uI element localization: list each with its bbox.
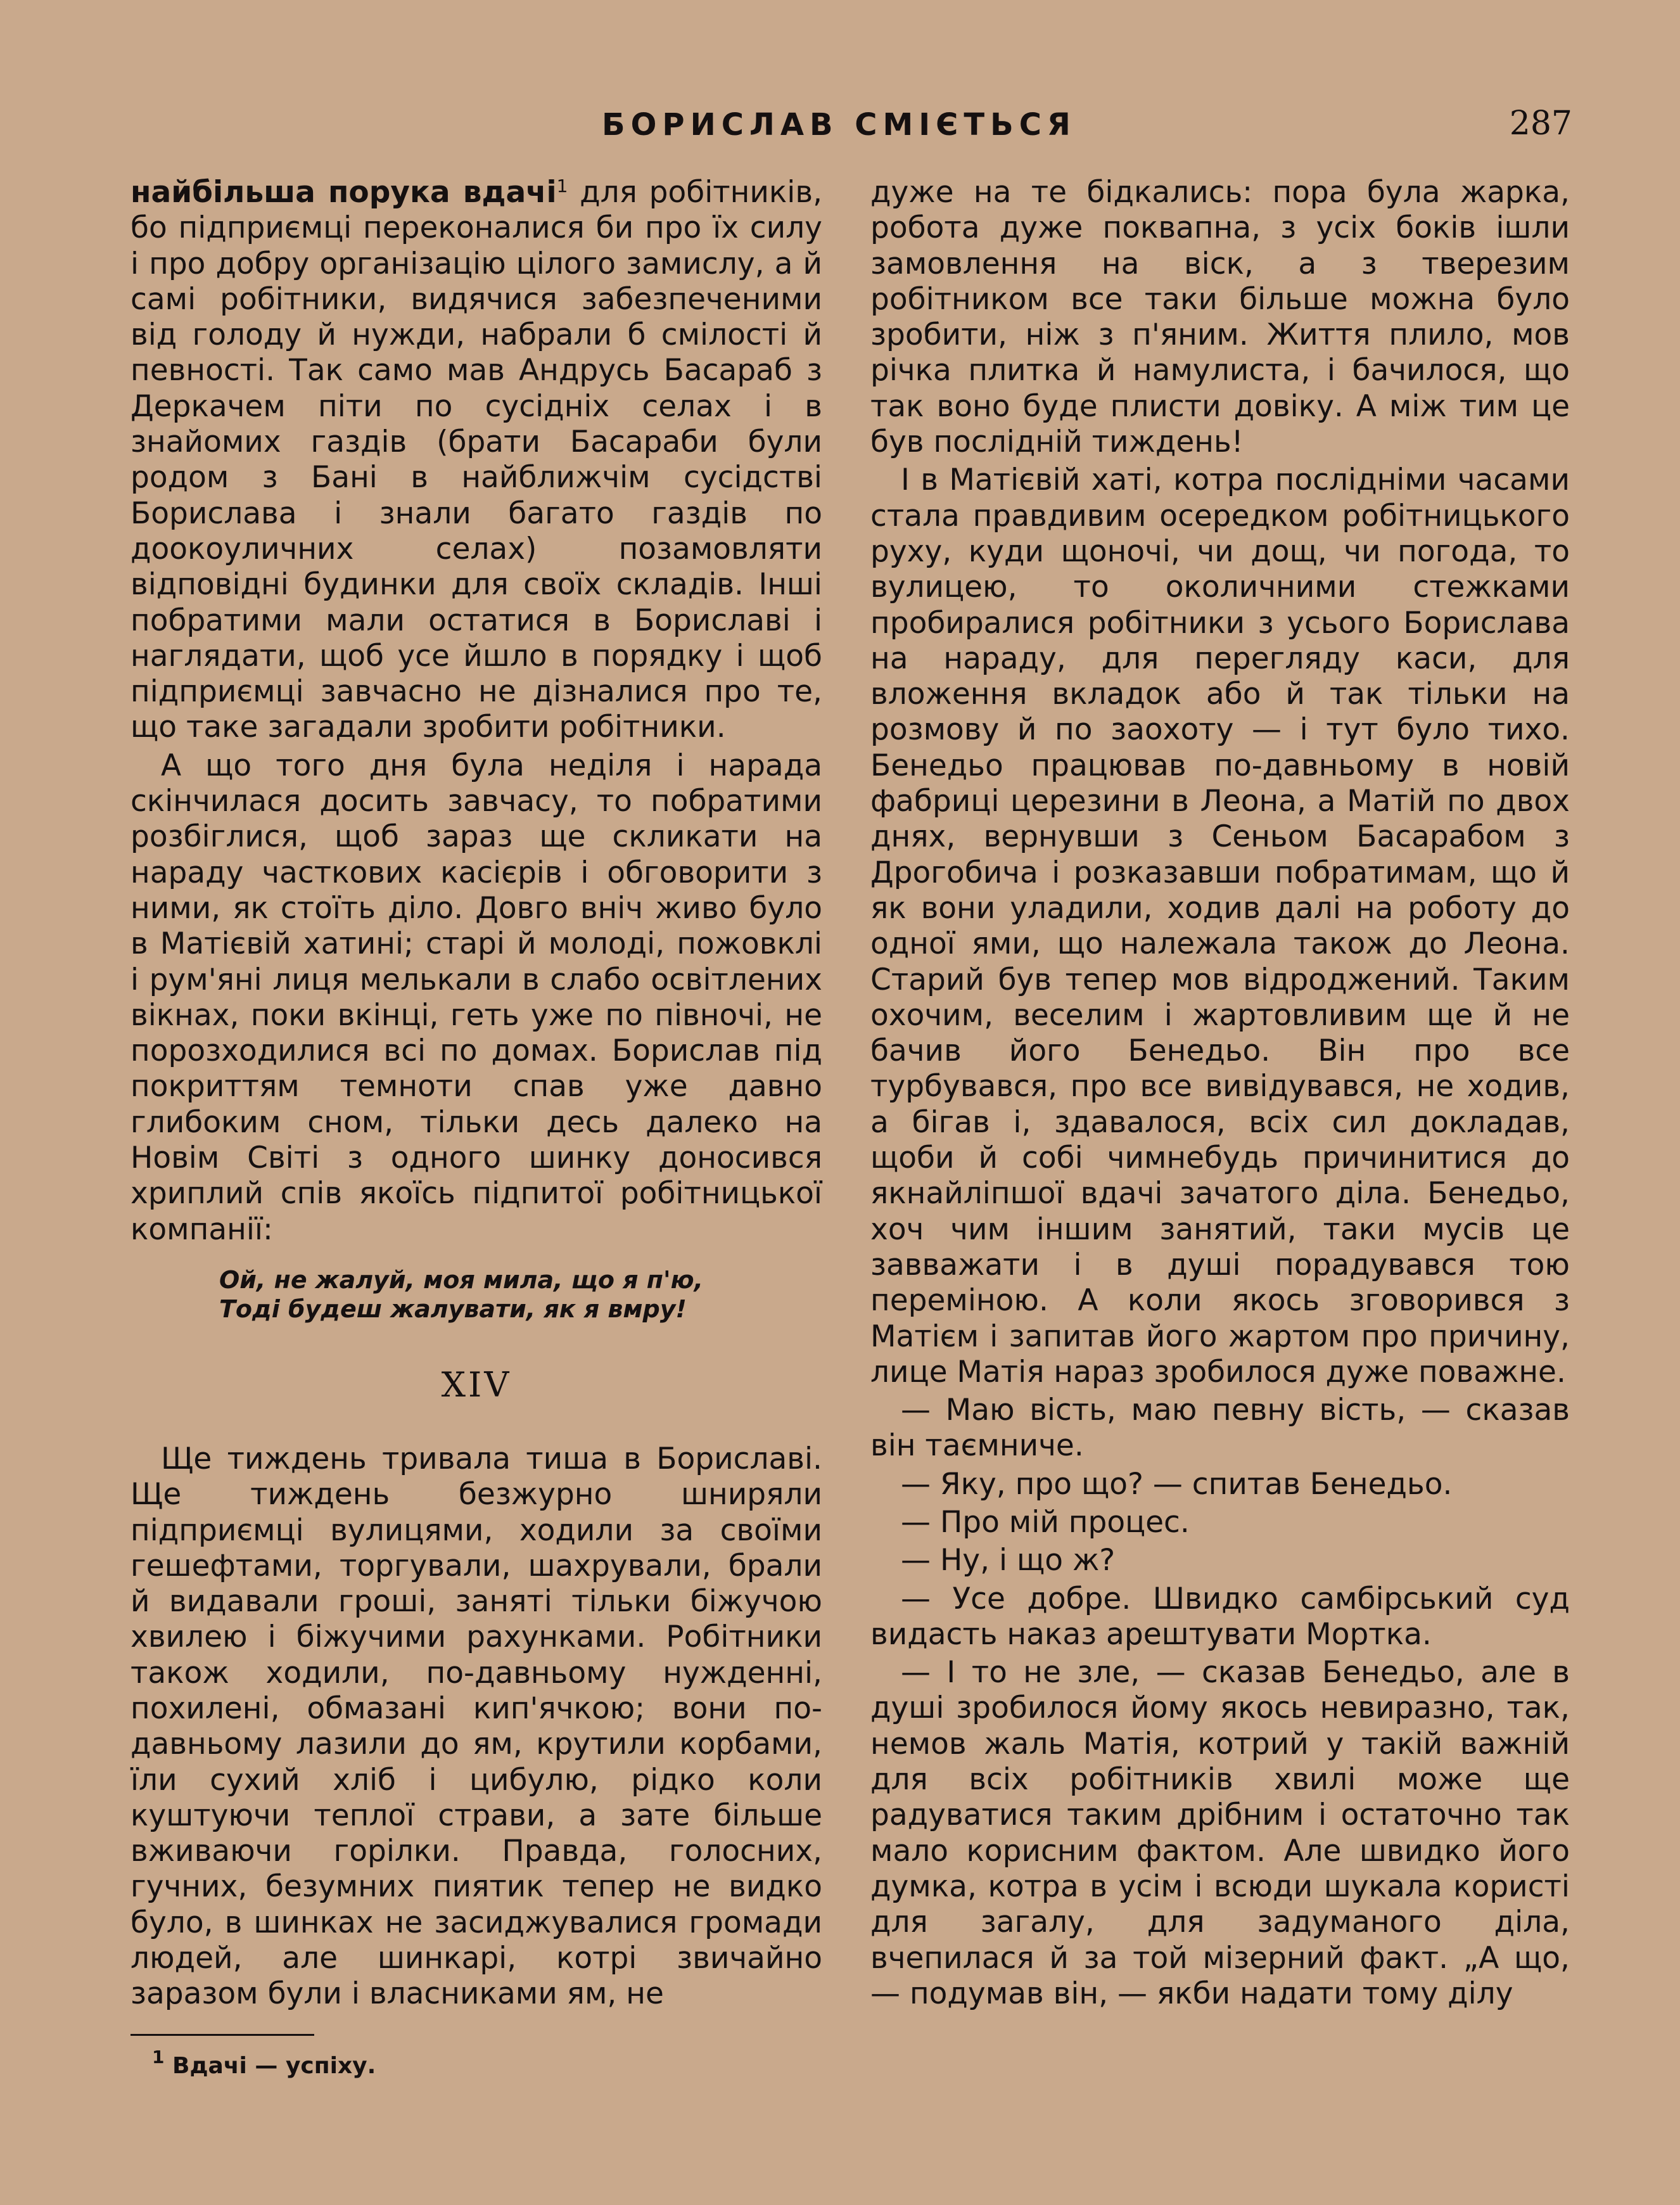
verse-line: Ой, не жалуй, моя мила, що я п'ю, bbox=[219, 1265, 704, 1294]
footnote-text: Вдачі — успіху. bbox=[164, 2053, 376, 2079]
paragraph-text: для робітників, бо підприємці переконалися би про їх силу і про добру організацію цілого замислу, а й самі робітники, видячися забезпеченими від голоду й нужди, набрали б смілості й певності. Так само мав Андрусь Басараб з Деркачем піти по сусідніх селах і в знайомих газдів (брати Басараби були родом з Бані в найближчім сусідстві Борислава і знали багато газдів по доокоуличних селах) позамовляти відповідні будинки для своїх складів. Інші побратими мали остатися в Бориславі і наглядати, щоб усе йшло в порядку і щоб підприємці завчасно не дізналися про те, що таке загадали зробити робітники. bbox=[130, 175, 823, 745]
chapter-heading: XIV bbox=[441, 1364, 512, 1405]
page-number: 287 bbox=[1509, 105, 1572, 143]
footnote-reference: 1 bbox=[556, 176, 568, 196]
dialogue-line: — Ну, і що ж? bbox=[901, 1543, 1116, 1578]
paragraph: І в Матієвій хаті, котра послідніми часами стала правдивим осередком робітницького руху, куди щоночі, чи дощ, чи погода, то вулицею, то околичними стежками пробиралися робітники з усього Борислава на нараду, для перегляду каси, для вложення вкладок або й так тільки на розмову й по заохоту — і тут було тихо. Бенедьо працював по-давньому в новій фабриці церезини в Леона, а Матій по двох днях, вернувши з Сеньом Басарабом з Дрогобича і розказавши побратимам, що й як вони уладили, ходив далі на роботу до одної ями, що належала також до Леона. Старий був тепер мов відроджений. Таким охочим, веселим і жартовливим ще й не бачив його Бенедьо. Він про все турбувався, про все вивідувався, не ходив, а бігав і, здавалося, всіх сил докладав, щоби й собі чимнебудь причинитися до якнайліпшої вдачі зачатого діла. Бенедьо, хоч чим іншим занятий, таки мусів це завважати і в душі порадувався тою переміною. А коли якось зговорився з Матієм і запитав його жартом про причину, лице Матія нараз зробилося дуже поважне. bbox=[870, 463, 1570, 1390]
right-column bbox=[870, 175, 1570, 2012]
running-title: БОРИСЛАВ СМІЄТЬСЯ bbox=[602, 107, 1076, 143]
paragraph bbox=[130, 175, 822, 746]
paragraph: А що того дня була неділя і нарада скінчилася досить завчасу, то побратими розбіглися, щоб зараз ще скликати на нараду часткових касієрів і обговорити з ними, як стоїть діло. Довго вніч живо було в Матієвій хатині; старі й молоді, пожовклі і рум'яні лиця мелькали в слабо освітлених вікнах, поки вкінці, геть уже по півночі, не порозходилися всі по домах. Борислав під покриттям темноти спав уже давно глибоким сном, тільки десь далеко на Новім Світі з одного шинку доносився хриплий спів якоїсь підпитої робітницької компанії: bbox=[130, 748, 822, 1247]
paragraph: Ще тиждень тривала тиша в Бориславі. Ще тиждень безжурно шниряли підприємці вулицями, ходили за своїми гешефтами, торгували, шахрували, брали й видавали гроші, заняті тільки біжучою хвилею і біжучими рахунками. Робітники також ходили, по-давньому нужденні, похилені, обмазані кип'ячкою; вони по-давньому лазили до ям, крутили корбами, їли сухий хліб і цибулю, рідко коли куштуючи теплої страви, а зате більше вживаючи горілки. Правда, голосних, гучних, безумних пиятик тепер не видко було, в шинках не засиджувалися громади людей, але шинкарі, котрі звичайно заразом були і власниками ям, не bbox=[130, 1441, 822, 2012]
paragraph-text: найбільша порука вдачі bbox=[130, 175, 557, 210]
footnote-marker: 1 bbox=[152, 2047, 165, 2068]
footnote-divider bbox=[130, 2034, 314, 2036]
paragraph: дуже на те бідкались: пора була жарка, робота дуже поквапна, з усіх боків ішли замовлення на віск, а з тверезим робітником все таки більше можна було зробити, ніж з п'яним. Життя плило, мов річка плитка й намулиста, і бачилося, що так воно буде плисти довіку. А між тим це був послідній тиждень! bbox=[870, 175, 1570, 460]
dialogue-line: — Про мій процес. bbox=[901, 1504, 1190, 1540]
left-column bbox=[130, 175, 822, 2012]
footnote bbox=[152, 2047, 376, 2082]
dialogue-line: — Усе добре. Швидко самбірський суд видасть наказ арештувати Мортка. bbox=[870, 1581, 1570, 1652]
dialogue-line: — Маю вість, маю певну вість, — сказав він таємниче. bbox=[870, 1393, 1570, 1464]
paragraph: — І то не зле, — сказав Бенедьо, але в душі зробилося йому якось невиразно, так, немов жаль Матія, котрий у такій важній для всіх робітників хвилі може ще радуватися таким дрібним і остаточно так мало корисним фактом. Але швидко його думка, котра в усім і всюди шукала користі для загалу, для задуманого діла, вчепилася й за той мізерний факт. „А що, — подумав він, — якби надати тому ділу bbox=[870, 1655, 1570, 2011]
verse-line: Тоді будеш жалувати, як я вмру! bbox=[219, 1294, 687, 1323]
verse-quote bbox=[219, 1265, 822, 1324]
dialogue-line: — Яку, про що? — спитав Бенедьо. bbox=[901, 1466, 1453, 1502]
